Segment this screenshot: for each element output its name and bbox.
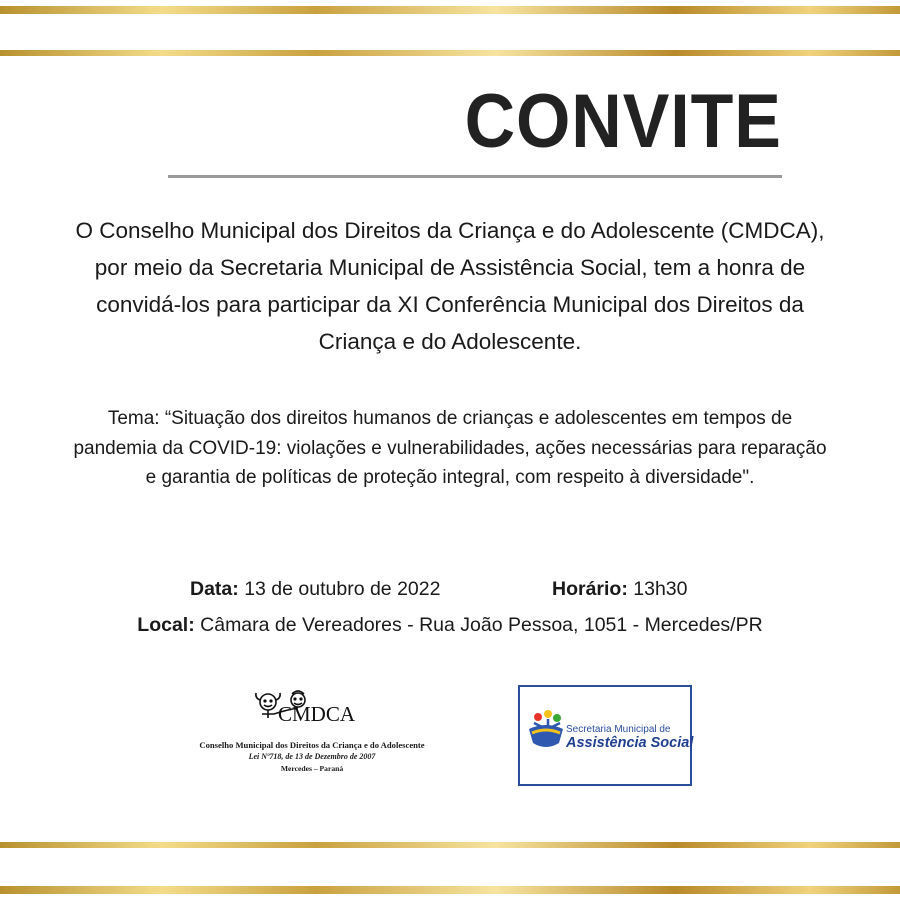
cmdca-line1: Conselho Municipal dos Direitos da Criança e do Adolescente xyxy=(199,740,425,750)
cmdca-brand: CMDCA xyxy=(278,702,356,726)
page-title: CONVITE xyxy=(464,79,782,164)
date-field xyxy=(190,578,440,601)
invitation-text: O Conselho Municipal dos Direitos da Criança e do Adolescente (CMDCA), por meio da Secretaria Municipal de Assistência Social, tem a honra de convidá-los para participar da XI Conferência Municipal dos Direitos da Criança e do Adolescente. xyxy=(75,218,825,354)
date-value: 13 de outubro de 2022 xyxy=(244,578,441,600)
bottom-gold-border-inner xyxy=(0,842,900,848)
bottom-gold-border xyxy=(0,886,900,894)
time-field xyxy=(552,578,688,601)
place-value: Câmara de Vereadores - Rua João Pessoa, 1051 - Mercedes/PR xyxy=(200,614,763,636)
cmdca-logo xyxy=(188,684,436,794)
smas-line1: Secretaria Municipal de xyxy=(566,724,671,735)
cmdca-line2: Lei Nº718, de 13 de Dezembro de 2007 xyxy=(248,752,376,761)
date-time-row xyxy=(0,578,900,608)
top-gold-border xyxy=(0,6,900,14)
time-value: 13h30 xyxy=(633,578,688,600)
place-field xyxy=(0,614,900,637)
place-label: Local: xyxy=(137,614,195,636)
theme-text: Tema: “Situação dos direitos humanos de crianças e adolescentes em tempos de pandemia da COVID-19: violações e vulnerabilidades, ações necessárias para reparação e garantia de políticas de proteção integral, com respeito à diversidade". xyxy=(73,408,827,488)
cmdca-line3: Mercedes – Paraná xyxy=(280,764,344,773)
top-gold-border-inner xyxy=(0,50,900,56)
smas-emblem-icon xyxy=(526,709,566,755)
smas-logo xyxy=(518,685,692,786)
time-label: Horário: xyxy=(552,578,628,600)
date-label: Data: xyxy=(190,578,239,600)
title-underline xyxy=(168,175,782,178)
smas-line2: Assistência Social xyxy=(566,735,694,751)
